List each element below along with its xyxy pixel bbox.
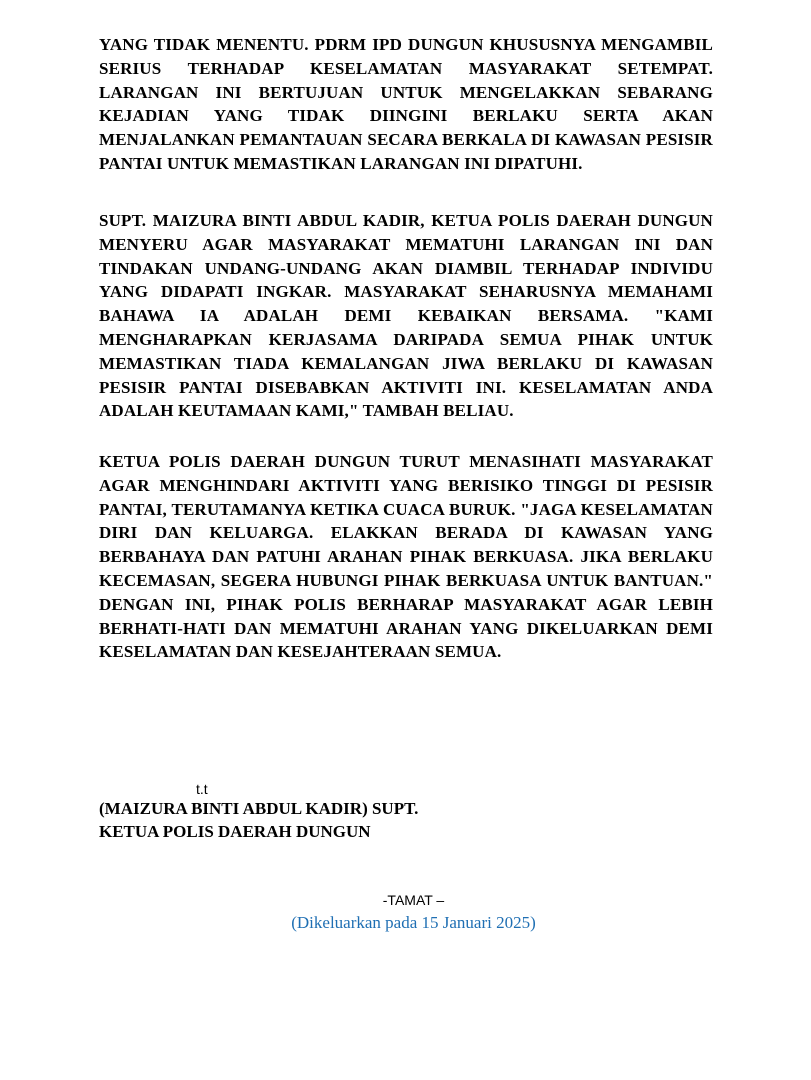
body-paragraph-3: KETUA POLIS DAERAH DUNGUN TURUT MENASIHATI MASYARAKAT AGAR MENGHINDARI AKTIVITI YANG BERISIKO TINGGI DI PESISIR PANTAI, TERUTAMANYA KETIKA CUACA BURUK. "JAGA KESELAMATAN DIRI DAN KELUARGA. ELAKKAN BERADA DI KAWASAN YANG BERBAHAYA DAN PATUHI ARAHAN PIHAK BERKUASA. JIKA BERLAKU KECEMASAN, SEGERA HUBUNGI PIHAK BERKUASA UNTUK BANTUAN." DENGAN INI, PIHAK POLIS BERHARAP MASYARAKAT AGAR LEBIH BERHATI-HATI DAN MEMATUHI ARAHAN YANG DIKELUARKAN DEMI KESELAMATAN DAN KESEJAHTERAAN SEMUA. — [99, 452, 713, 662]
signature-mark: t.t — [196, 781, 208, 797]
issued-date: (Dikeluarkan pada 15 Januari 2025) — [291, 913, 536, 932]
signatory-name: (MAIZURA BINTI ABDUL KADIR) SUPT. — [99, 799, 419, 818]
body-paragraph-1: YANG TIDAK MENENTU. PDRM IPD DUNGUN KHUSUSNYA MENGAMBIL SERIUS TERHADAP KESELAMATAN MASYARAKAT SETEMPAT. LARANGAN INI BERTUJUAN UNTUK MENGELAKKAN SEBARANG KEJADIAN YANG TIDAK DIINGINI BERLAKU SERTA AKAN MENJALANKAN PEMANTAUAN SECARA BERKALA DI KAWASAN PESISIR PANTAI UNTUK MEMASTIKAN LARANGAN INI DIPATUHI. — [99, 35, 713, 173]
signatory-title: KETUA POLIS DAERAH DUNGUN — [99, 822, 371, 841]
body-paragraph-2: SUPT. MAIZURA BINTI ABDUL KADIR, KETUA POLIS DAERAH DUNGUN MENYERU AGAR MASYARAKAT MEMATUHI LARANGAN INI DAN TINDAKAN UNDANG-UNDANG AKAN DIAMBIL TERHADAP INDIVIDU YANG DIDAPATI INGKAR. MASYARAKAT SEHARUSNYA MEMAHAMI BAHAWA IA ADALAH DEMI KEBAIKAN BERSAMA. "KAMI MENGHARAPKAN KERJASAMA DARIPADA SEMUA PIHAK UNTUK MEMASTIKAN TIADA KEMALANGAN JIWA BERLAKU DI KAWASAN PESISIR PANTAI DISEBABKAN AKTIVITI INI. KESELAMATAN ANDA ADALAH KEUTAMAAN KAMI," TAMBAH BELIAU. — [99, 211, 713, 421]
end-marker: -TAMAT – — [382, 892, 445, 908]
